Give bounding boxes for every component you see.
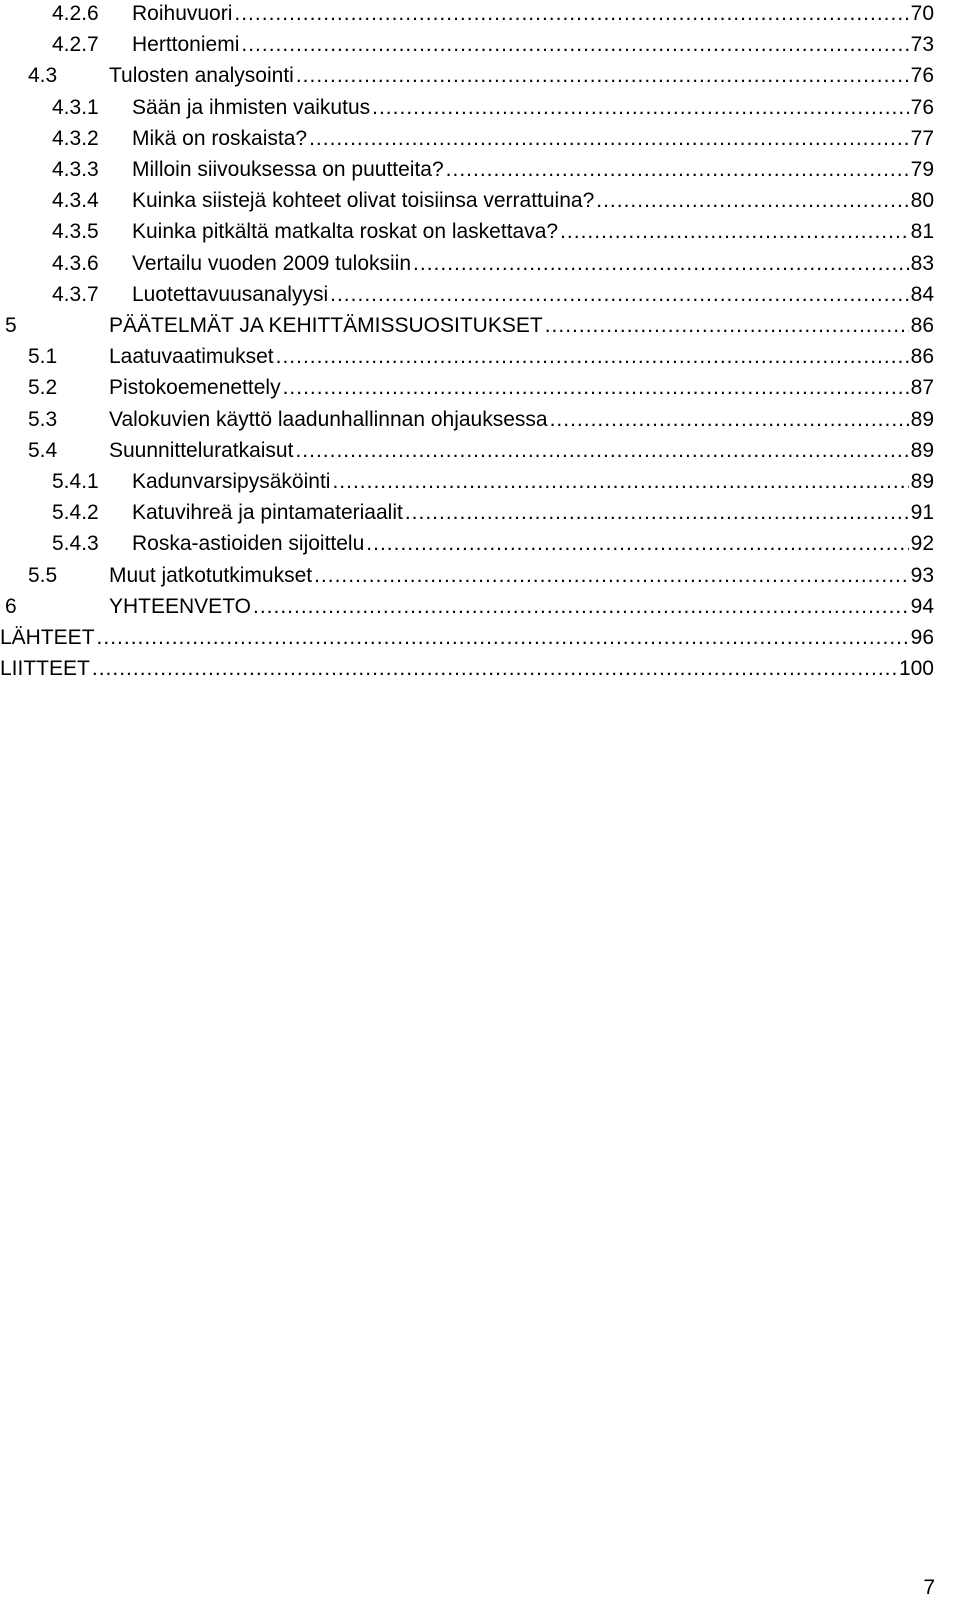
toc-entry-page: 84	[910, 282, 934, 306]
toc-entry-title: Muut jatkotutkimukset	[109, 563, 313, 587]
toc-entry-number: 4.3.3	[52, 158, 99, 181]
toc-dot-leader	[241, 29, 908, 61]
toc-dot-leader	[330, 279, 909, 311]
toc-dot-leader	[405, 497, 909, 529]
toc-dot-leader	[295, 435, 908, 467]
toc-entry-number: 4.3.6	[52, 251, 99, 275]
toc-dot-leader	[276, 341, 909, 373]
toc-entry-page: 94	[910, 594, 934, 618]
toc-dot-leader	[332, 466, 908, 498]
toc-entry[interactable]	[28, 404, 934, 436]
toc-dot-leader	[545, 310, 909, 342]
toc-entry-page: 81	[910, 220, 934, 244]
toc-entry-page: 80	[910, 189, 934, 213]
toc-entry[interactable]	[0, 653, 934, 685]
toc-entry-page: 83	[910, 251, 934, 275]
toc-entry-title: Kuinka pitkältä matkalta roskat on laskettava?	[132, 220, 559, 244]
toc-entry-title: Vertailu vuoden 2009 tuloksiin	[132, 251, 412, 275]
toc-entry-title: Kadunvarsipysäköinti	[132, 470, 331, 493]
toc-entry[interactable]	[28, 341, 934, 373]
toc-entry[interactable]	[52, 0, 934, 30]
toc-entry-page: 100	[898, 657, 934, 681]
toc-dot-leader	[446, 154, 909, 186]
toc-entry-page: 77	[910, 126, 934, 150]
toc-dot-leader	[550, 404, 909, 436]
toc-entry-title: Milloin siivouksessa on puutteita?	[132, 158, 444, 181]
toc-entry[interactable]	[52, 497, 934, 529]
toc-entry-title: Katuvihreä ja pintamateriaalit	[132, 501, 403, 525]
toc-entry-title: Tulosten analysointi	[109, 64, 294, 88]
toc-entry-title: Roska-astioiden sijoittelu	[132, 532, 365, 556]
toc-entry-number: 5.3	[28, 407, 58, 431]
toc-entry-number: 4.3.7	[52, 282, 99, 306]
toc-dot-leader	[596, 185, 908, 217]
toc-dot-leader	[97, 622, 909, 654]
toc-dot-leader	[366, 528, 908, 560]
toc-dot-leader	[234, 0, 908, 30]
toc-entry-number: 5.4	[28, 438, 58, 462]
toc-entry-number: 5.5	[28, 563, 58, 587]
toc-entry-title: Mikä on roskaista?	[132, 126, 308, 150]
toc-entry[interactable]	[0, 622, 934, 654]
toc-entry-page: 92	[910, 532, 934, 556]
toc-entry-page: 86	[910, 314, 934, 337]
toc-entry-number: 4.2.6	[52, 2, 99, 25]
toc-dot-leader	[92, 653, 897, 685]
toc-entry[interactable]	[52, 248, 934, 280]
toc-dot-leader	[560, 216, 909, 248]
toc-entry-page: 76	[910, 64, 934, 88]
toc-entry-number: 5.1	[28, 345, 58, 369]
toc-entry[interactable]	[52, 123, 934, 155]
toc-entry-title: Kuinka siistejä kohteet olivat toisiinsa verrattuina?	[132, 189, 595, 213]
toc-entry-number: 4.3.4	[52, 189, 99, 213]
toc-entry-page: 86	[910, 345, 934, 369]
toc-entry-number: 5.4.1	[52, 470, 99, 493]
toc-entry[interactable]	[5, 310, 934, 342]
toc-entry-page: 89	[910, 407, 934, 431]
toc-entry-number: 4.3.1	[52, 95, 99, 119]
toc-entry[interactable]	[28, 560, 934, 592]
toc-entry-page: 70	[910, 2, 934, 25]
toc-entry-number: 4.2.7	[52, 33, 99, 57]
toc-entry[interactable]	[28, 372, 934, 404]
toc-dot-leader	[413, 248, 909, 280]
toc-entry-number: 4.3.5	[52, 220, 99, 244]
toc-dot-leader	[253, 591, 909, 623]
toc-entry-title: Roihuvuori	[132, 2, 233, 25]
toc-entry-page: 89	[910, 470, 934, 493]
toc-entry-page: 76	[910, 95, 934, 119]
toc-entry-title: Pistokoemenettely	[109, 376, 281, 400]
toc-entry[interactable]	[52, 279, 934, 311]
toc-entry[interactable]	[28, 60, 934, 92]
toc-entry[interactable]	[52, 216, 934, 248]
toc-entry-title: Luotettavuusanalyysi	[132, 282, 329, 306]
toc-entry[interactable]	[52, 154, 934, 186]
toc-entry[interactable]	[52, 92, 934, 124]
toc-entry-number: 6	[5, 594, 17, 618]
toc-entry-title: Sään ja ihmisten vaikutus	[132, 95, 371, 119]
toc-entry[interactable]	[52, 185, 934, 217]
toc-entry-page: 79	[910, 158, 934, 181]
toc-entry[interactable]	[28, 435, 934, 467]
toc-entry-page: 91	[910, 501, 934, 525]
toc-entry-number: 4.3.2	[52, 126, 99, 150]
toc-entry[interactable]	[5, 591, 934, 623]
toc-entry-title: PÄÄTELMÄT JA KEHITTÄMISSUOSITUKSET	[109, 314, 543, 337]
toc-entry-title: LÄHTEET	[0, 626, 95, 649]
toc-dot-leader	[296, 60, 909, 92]
toc-entry[interactable]	[52, 528, 934, 560]
toc-dot-leader	[309, 123, 909, 155]
toc-dot-leader	[283, 372, 909, 404]
toc-entry-title: YHTEENVETO	[109, 594, 251, 618]
toc-entry-page: 87	[910, 376, 934, 400]
toc-entry[interactable]	[52, 466, 934, 498]
toc-entry-title: LIITTEET	[0, 657, 90, 681]
toc-entry-number: 4.3	[28, 64, 58, 88]
toc-dot-leader	[314, 560, 909, 592]
toc-entry-number: 5.4.2	[52, 501, 99, 525]
toc-entry-number: 5.4.3	[52, 532, 99, 556]
toc-entry-title: Herttoniemi	[132, 33, 240, 57]
toc-dot-leader	[372, 92, 909, 124]
toc-entry-page: 96	[910, 626, 934, 649]
toc-entry[interactable]	[52, 29, 934, 61]
toc-entry-number: 5.2	[28, 376, 58, 400]
toc-entry-title: Suunnitteluratkaisut	[109, 438, 294, 462]
toc-entry-page: 73	[910, 33, 934, 57]
toc-entry-number: 5	[5, 314, 17, 337]
page-number: 7	[923, 1576, 935, 1599]
toc-entry-title: Valokuvien käyttö laadunhallinnan ohjauksessa	[109, 407, 548, 431]
toc-entry-page: 93	[910, 563, 934, 587]
toc-entry-title: Laatuvaatimukset	[109, 345, 274, 369]
toc-entry-page: 89	[910, 438, 934, 462]
